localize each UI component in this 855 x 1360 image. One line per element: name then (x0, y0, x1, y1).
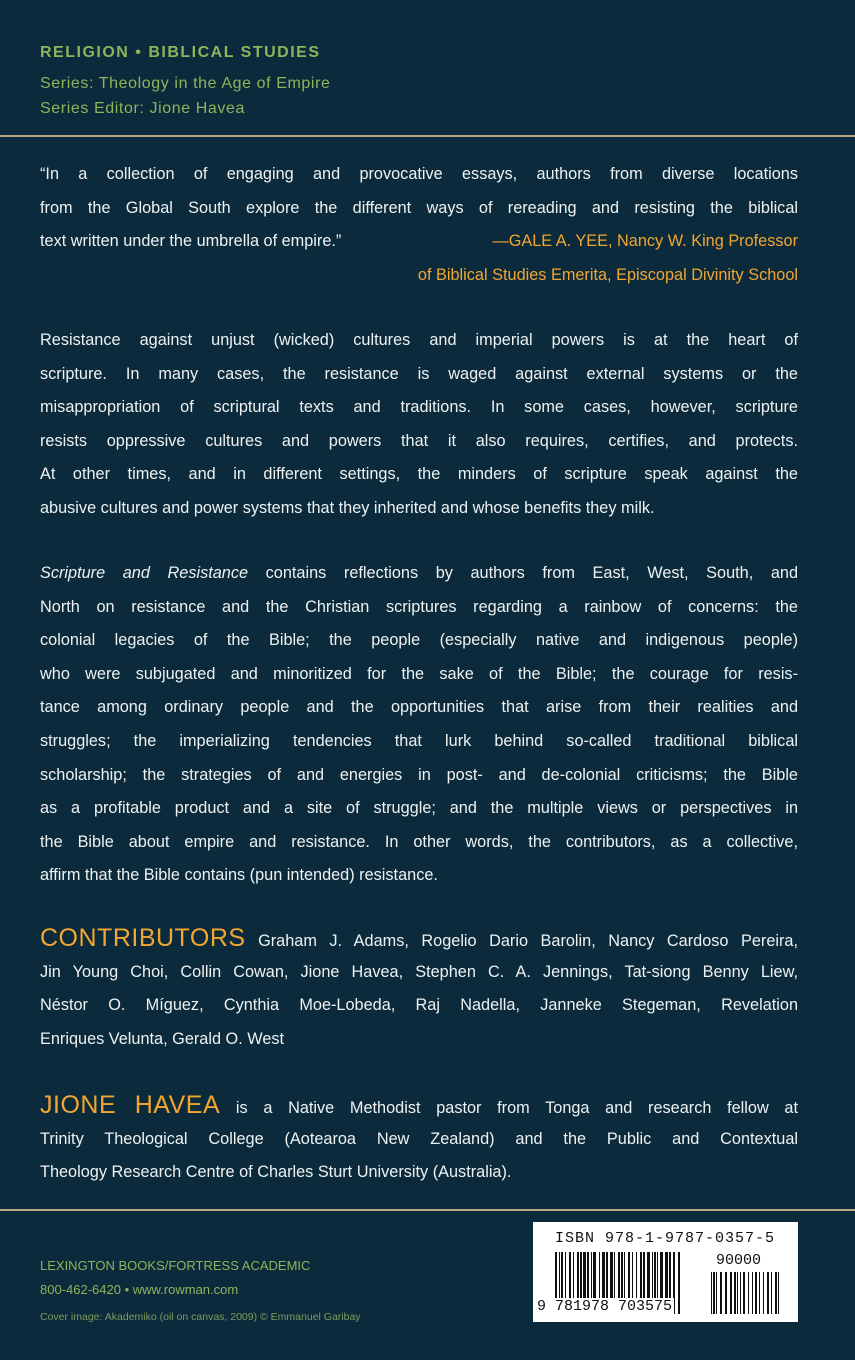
barcode-bar (771, 1272, 772, 1314)
barcode-bar (737, 1272, 738, 1314)
author-bio (40, 1089, 798, 1190)
barcode-bar (740, 1272, 741, 1314)
paragraph-line (40, 1089, 798, 1123)
barcode-bar (713, 1272, 715, 1314)
barcode-bar (730, 1272, 732, 1314)
paragraph-line (40, 557, 798, 591)
paragraph-line: struggles; the imperializing tendencies that lurk behind so-called traditional biblical (40, 731, 798, 750)
paragraph-line: Resistance against unjust (wicked) cultures and imperial powers is at the heart of (40, 331, 798, 349)
paragraph-line: scripture. In many cases, the resistance is waged against external systems or the (40, 364, 798, 383)
line-text: is a Native Methodist pastor from Tonga and research fellow at (220, 1099, 799, 1117)
barcode-bar (725, 1272, 727, 1314)
paragraph-line: Jin Young Choi, Collin Cowan, Jione Havea, Stephen C. A. Jennings, Tat-siong Benny Liew, (40, 962, 798, 981)
isbn-barcode (533, 1222, 798, 1322)
paragraph-line: affirm that the Bible contains (pun intended) resistance. (40, 866, 438, 885)
barcode-bar (778, 1272, 779, 1314)
contributors-section (40, 922, 798, 1056)
quote-end: text written under the umbrella of empire.” (40, 232, 342, 251)
barcode-bar (763, 1272, 764, 1314)
paragraph-line: At other times, and in different settings, the minders of scripture speak against the (40, 465, 798, 484)
paragraph-line: misappropriation of scriptural texts and traditions. In some cases, however, scripture (40, 398, 798, 417)
contributors-heading: CONTRIBUTORS (40, 924, 246, 952)
paragraph-line: Trinity Theological College (Aotearoa New Zealand) and the Public and Contextual (40, 1129, 798, 1148)
publisher-name: LEXINGTON BOOKS/FORTRESS ACADEMIC (40, 1258, 311, 1273)
paragraph-line: colonial legacies of the Bible; the people (especially native and indigenous people) (40, 631, 798, 650)
barcode-bar (711, 1272, 712, 1314)
book-title: Scripture and Resistance (40, 564, 249, 582)
barcode-bar (759, 1272, 760, 1314)
line-text: contains reflections by authors from East, West, South, and (248, 564, 798, 582)
barcode-bar (752, 1272, 753, 1314)
quote-attribution: —GALE A. YEE, Nancy W. King Professor (492, 232, 798, 251)
barcode-bar (678, 1252, 680, 1314)
quote-line: from the Global South explore the different ways of rereading and resisting the biblical (40, 198, 798, 217)
quote-attribution-cont: of Biblical Studies Emerita, Episcopal Divinity School (417, 265, 798, 284)
series-title: Series: Theology in the Age of Empire (40, 75, 331, 92)
description-paragraph-2 (40, 557, 798, 893)
paragraph-line: the Bible about empire and resistance. In other words, the contributors, as a collective, (40, 832, 798, 851)
description-paragraph-1 (40, 324, 798, 526)
price-code: 90000 (716, 1252, 762, 1269)
paragraph-line: Néstor O. Míguez, Cynthia Moe-Lobeda, Raj Nadella, Janneke Stegeman, Revelation (40, 996, 798, 1015)
top-divider (0, 135, 855, 137)
paragraph-line: abusive cultures and power systems that they inherited and whose benefits they milk. (40, 498, 655, 517)
barcode-bar (748, 1272, 749, 1314)
series-editor: Series Editor: Jione Havea (40, 100, 246, 117)
author-name-heading: JIONE HAVEA (40, 1091, 221, 1119)
isbn-number: ISBN 978-1-9787-0357-5 (555, 1230, 776, 1247)
barcode-bar (734, 1272, 736, 1314)
quote-line (40, 225, 798, 259)
quote-line: “In a collection of engaging and provocative essays, authors from diverse locations (40, 165, 798, 183)
line-text: Graham J. Adams, Rogelio Dario Barolin, Nancy Cardoso Pereira, (245, 932, 798, 950)
paragraph-line: who were subjugated and minoritized for the sake of the Bible; the courage for resis- (40, 664, 798, 683)
endorsement-quote (40, 158, 798, 292)
barcode-bar (743, 1272, 745, 1314)
publisher-contact: 800-462-6420 • www.rowman.com (40, 1282, 239, 1297)
bottom-divider (0, 1209, 855, 1211)
barcode-bar (775, 1272, 777, 1314)
paragraph-line: resists oppressive cultures and powers that it also requires, certifies, and protects. (40, 431, 798, 450)
paragraph-line: as a profitable product and a site of struggle; and the multiple views or perspectives in (40, 799, 798, 818)
barcode-bar (716, 1272, 717, 1314)
paragraph-line: Theology Research Centre of Charles Sturt University (Australia). (40, 1163, 512, 1182)
ean-number: 9 781978 703575 (537, 1298, 673, 1315)
paragraph-line: tance among ordinary people and the opportunities that arise from their realities and (40, 698, 798, 717)
paragraph-line: North on resistance and the Christian scriptures regarding a rainbow of concerns: the (40, 597, 798, 616)
barcode-bar (755, 1272, 757, 1314)
barcode-bar (767, 1272, 769, 1314)
barcode-bar (720, 1272, 722, 1314)
cover-image-credit: Cover image: Akademiko (oil on canvas, 2009) © Emmanuel Garibay (40, 1311, 361, 1323)
paragraph-line (40, 922, 798, 956)
paragraph-line: scholarship; the strategies of and energies in post- and de-colonial criticisms; the Bible (40, 765, 798, 784)
paragraph-line: Enriques Velunta, Gerald O. West (40, 1029, 285, 1048)
subject-category: RELIGION • BIBLICAL STUDIES (40, 44, 321, 61)
